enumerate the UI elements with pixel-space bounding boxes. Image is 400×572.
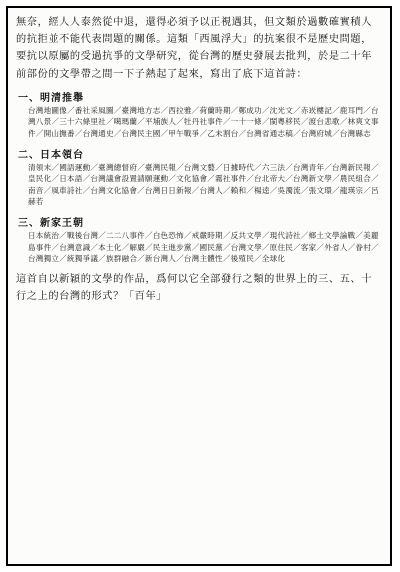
- list-item: 本土化／: [98, 242, 130, 252]
- list-item: 日本統治／: [28, 230, 67, 240]
- list-item: 臺灣地方志／: [121, 105, 169, 115]
- list-item: 乙未割台／: [207, 129, 247, 138]
- section-heading: 三、新家王朝: [18, 217, 84, 229]
- list-item: 台灣獨立／: [28, 254, 67, 264]
- list-item: 鹿耳門／: [339, 105, 371, 115]
- list-item: 台灣日日新報／: [144, 185, 200, 195]
- list-item: 鄭成功／: [238, 105, 270, 115]
- list-item: 美麗島事件／: [28, 230, 379, 252]
- list-item: 新台灣人／: [144, 254, 184, 264]
- outro-paragraph: [16, 271, 382, 305]
- list-item: 統獨爭議／: [66, 254, 106, 264]
- list-item: 台灣青年／: [293, 162, 332, 172]
- list-item: 台灣文藝／: [183, 162, 223, 172]
- list-item: 原住民／: [269, 242, 301, 252]
- list-item: 臺灣民報／: [144, 162, 184, 172]
- list-item: 台灣省通志稿／: [246, 129, 301, 138]
- section-heading: 二、日本領台: [18, 149, 84, 161]
- section-items: [28, 230, 380, 265]
- list-item: 楊逵／: [254, 185, 278, 195]
- list-item: 三十六條里社／: [59, 117, 114, 127]
- list-item: 台灣縣志: [339, 129, 371, 138]
- document-page: [6, 6, 392, 566]
- list-item: 台灣議會設置請願運動／: [90, 174, 177, 184]
- list-item: 甲午戰爭／: [168, 129, 208, 138]
- list-item: 台灣文學／: [230, 242, 270, 252]
- list-item: 噶瑪蘭／: [113, 117, 145, 127]
- list-item: 現代詩社／: [269, 230, 309, 240]
- list-item: 客家／: [300, 242, 325, 252]
- list-item: 台灣新文學／: [293, 174, 340, 184]
- outro-text: 這首自以新穎的文學的作品，爲何以它全部發行之類的世界上的三、五、十行之上的台灣的形式？「百年」: [16, 273, 372, 302]
- list-item: 沈光文／: [269, 105, 301, 115]
- intro-paragraph: [16, 14, 382, 83]
- list-item: 赤崁樓記／: [300, 105, 340, 115]
- list-item: 台灣府城／: [300, 129, 340, 138]
- list-item: 台灣新民報／: [331, 162, 379, 172]
- list-item: 台灣人／: [199, 185, 231, 195]
- list-item: 戒嚴時期／: [191, 230, 231, 240]
- list-item: 張文環／: [308, 185, 340, 195]
- list-item: 南音／: [28, 185, 52, 195]
- list-item: 台灣文化協會／: [90, 185, 145, 195]
- list-item: 解嚴／: [129, 242, 153, 252]
- list-item: 呂赫若: [28, 185, 379, 207]
- list-item: 台灣意識／: [59, 242, 99, 252]
- list-item: 台灣主體性／: [183, 254, 231, 264]
- list-item: 二二八事件／: [105, 230, 153, 240]
- list-item: 賴和／: [230, 185, 255, 195]
- list-item: 六三法／: [261, 162, 294, 172]
- section-items: [28, 105, 380, 140]
- list-item: 平埔族人／: [144, 117, 184, 127]
- list-item: 台灣通史／: [82, 129, 122, 138]
- list-item: 農民組合／: [339, 174, 379, 184]
- section-new-dynasty: [16, 214, 382, 265]
- list-item: 龍瑛宗／: [339, 185, 372, 195]
- list-item: 日據時代／: [222, 162, 262, 172]
- list-item: 族群融合／: [105, 254, 145, 264]
- list-item: 台灣地圖像／: [28, 105, 75, 115]
- section-ming-qing: [16, 89, 382, 140]
- list-item: 一十一條／: [230, 117, 270, 127]
- list-item: 反共文學／: [230, 230, 270, 240]
- list-item: 霧社事件／: [215, 174, 255, 184]
- list-item: 臺灣總督府／: [98, 162, 145, 172]
- section-japan: [16, 146, 382, 208]
- list-item: 後殖民／: [230, 254, 262, 264]
- list-item: 眷村／: [355, 242, 379, 252]
- list-item: 開山撫番／: [43, 129, 83, 138]
- list-item: 吳濁流／: [277, 185, 309, 195]
- list-item: 皇民化／: [28, 174, 60, 184]
- list-item: 鄉土文學論戰／: [308, 230, 364, 240]
- list-item: 日本語／: [59, 174, 91, 184]
- section-items: [28, 162, 380, 208]
- list-item: 台灣民主國／: [121, 129, 169, 138]
- list-item: 白色恐怖／: [152, 230, 192, 240]
- list-item: 渡台悲歌／: [308, 117, 348, 127]
- list-item: 台北帝大／: [254, 174, 294, 184]
- list-item: 外省人／: [324, 242, 356, 252]
- section-heading: 一、明清推舉: [18, 92, 84, 104]
- list-item: 風車詩社／: [51, 185, 91, 195]
- list-item: 全球化: [261, 254, 286, 264]
- list-item: 戰後台灣／: [66, 230, 106, 240]
- list-item: 林爽文事件／: [28, 117, 379, 138]
- list-item: 牡丹社事件／: [183, 117, 231, 127]
- list-item: 國民黨／: [199, 242, 231, 252]
- list-item: 清領末／: [28, 162, 60, 172]
- list-item: 荷蘭時期／: [199, 105, 239, 115]
- list-item: 閩粵移民／: [269, 117, 309, 127]
- list-item: 西拉雅／: [168, 105, 200, 115]
- list-item: 番社采風圖／: [74, 105, 122, 115]
- list-item: 國語運動／: [59, 162, 99, 172]
- list-item: 文化協會／: [176, 174, 216, 184]
- list-item: 民主進步黨／: [152, 242, 200, 252]
- list-item: 台灣八景／: [28, 105, 379, 127]
- intro-text: 無奈，經人人泰然從中退，還得必須予以正視遇其，但文類於過數確實積人的抗拒並不能代表問題的關係。這類「西風浮大」的抗案很不是歷史問題，要抗以原屬的受過抗爭的文學研究，從台灣的歷史發展去批判，於是二十年前部份的文學帶之間一下子熱起了起來，寫出了底下這首詩：: [16, 17, 372, 80]
